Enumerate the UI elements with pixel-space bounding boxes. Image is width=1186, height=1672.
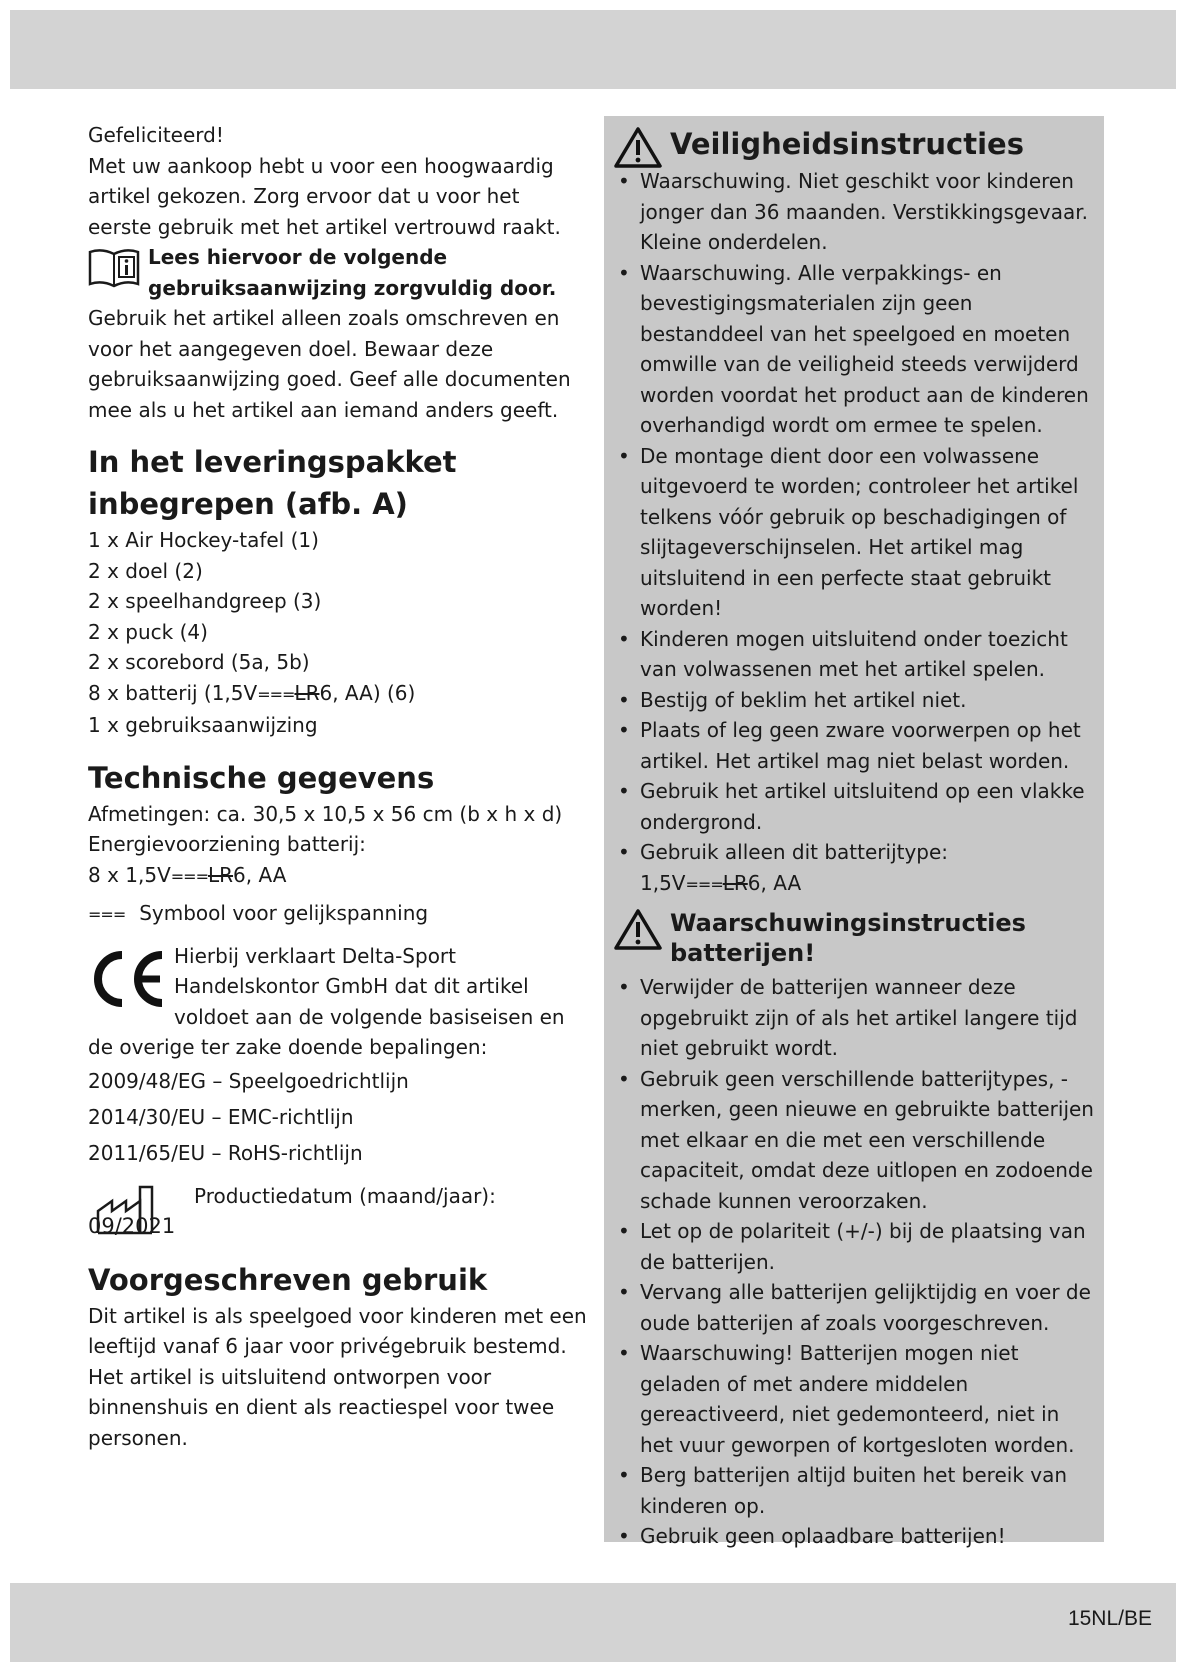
delivery-item: 2 x scorebord (5a, 5b) <box>88 650 310 674</box>
production-label: Productiedatum (maand/jaar): <box>194 1183 496 1208</box>
battery-warnings-heading: Waarschuwingsinstructies batterijen! <box>614 908 1096 968</box>
usage-text: Gebruik het artikel alleen zoals omschreven en voor het aangegeven doel. Bewaar deze gebruiksaanwijzing goed. Geef alle documenten mee als u het artikel aan iemand anders geeft. <box>88 306 571 422</box>
safety-heading: Veiligheidsinstructies <box>614 126 1096 162</box>
dc-symbol-icon: === <box>88 905 126 924</box>
energy-label: Energievoorziening batterij: <box>88 832 366 856</box>
dimensions: Afmetingen: ca. 30,5 x 10,5 x 56 cm (b x h x d) <box>88 801 563 826</box>
greeting: Gefeliciteerd! <box>88 123 224 147</box>
battery-warning-item: • Vervang alle batterijen gelijktijdig en voer de oude batterijen af zoals voorgeschreven. <box>614 1277 1096 1338</box>
dc-symbol: === <box>685 874 723 894</box>
warning-triangle-icon <box>614 908 662 950</box>
ce-text: Hierbij verklaart Delta-Sport Handelskontor GmbH dat dit artikel voldoet aan de volgende basiseisen en <box>174 943 565 1029</box>
dc-symbol: === <box>170 866 208 886</box>
battery-warnings-list <box>614 972 1096 1552</box>
footer-bar <box>10 1583 1176 1662</box>
technical-heading: Technische gegevens <box>88 760 435 795</box>
manual-info-icon <box>88 246 140 290</box>
directive: 2009/48/EG – Speelgoedrichtlijn <box>88 1068 409 1093</box>
safety-item-battery-type: • Gebruik alleen dit batterijtype: 1,5V===LR6, AA <box>614 837 1096 900</box>
battery-code: LR <box>207 862 234 887</box>
safety-item: • Kinderen mogen uitsluitend onder toezicht van volwassenen met het artikel spelen. <box>614 624 1096 685</box>
delivery-item-battery: 8 x batterij (1,5V===LR6, AA) (6) <box>88 680 416 705</box>
safety-item: • Waarschuwing. Niet geschikt voor kinderen jonger dan 36 maanden. Verstikkingsgevaar. Kleine onderdelen. <box>614 166 1096 258</box>
read-note-text: Lees hiervoor de volgende gebruiksaanwijzing zorgvuldig door. <box>148 245 557 300</box>
safety-item: • Plaats of leg geen zware voorwerpen op het artikel. Het artikel mag niet belast worden. <box>614 715 1096 776</box>
battery-warning-item: • Let op de polariteit (+/-) bij de plaatsing van de batterijen. <box>614 1216 1096 1277</box>
safety-item: • Gebruik het artikel uitsluitend op een vlakke ondergrond. <box>614 776 1096 837</box>
left-column <box>88 120 588 1453</box>
intended-use-heading: Voorgeschreven gebruik <box>88 1262 488 1297</box>
safety-panel <box>604 116 1104 1548</box>
dc-symbol: === <box>257 684 295 704</box>
intended-use-text: Dit artikel is als speelgoed voor kinderen met een leeftijd vanaf 6 jaar voor privégebruik bestemd. Het artikel is uitsluitend ontworpen voor binnenshuis en dient als reactiespel voor twee personen. <box>88 1303 587 1450</box>
header-bar <box>10 10 1176 89</box>
delivery-heading: In het leveringspakket inbegrepen (afb. A) <box>88 445 457 521</box>
ce-mark-icon <box>88 949 166 1009</box>
ce-declaration <box>88 941 588 1033</box>
directive: 2014/30/EU – EMC-richtlijn <box>88 1104 354 1129</box>
delivery-item: 1 x Air Hockey-tafel (1) <box>88 528 319 552</box>
battery-warning-item: • Berg batterijen altijd buiten het bereik van kinderen op. <box>614 1460 1096 1521</box>
page-number: 15NL/BE <box>1067 1607 1152 1630</box>
delivery-item: 2 x doel (2) <box>88 558 203 583</box>
warning-triangle-icon <box>614 126 662 168</box>
battery-warning-item: • Gebruik geen oplaadbare batterijen! <box>614 1521 1096 1552</box>
delivery-item: 1 x gebruiksaanwijzing <box>88 713 318 737</box>
battery-warning-item: • Waarschuwing! Batterijen mogen niet geladen of met andere middelen gereactiveerd, niet gedemonteerd, niet in het vuur geworpen of kortgesloten worden. <box>614 1338 1096 1460</box>
production-date-value: 09/2021 <box>88 1213 176 1238</box>
battery-code: LR <box>294 680 320 705</box>
safety-item: • Waarschuwing. Alle verpakkings- en bevestigingsmaterialen zijn geen bestanddeel van het speelgoed en moeten omwille van de veiligheid steeds verwijderd worden voordat het product aan de kinderen overhandigd wordt om ermee te spelen. <box>614 258 1096 441</box>
intro-text: Met uw aankoop hebt u voor een hoogwaardig artikel gekozen. Zorg ervoor dat u voor het eerste gebruik met het artikel vertrouwd raakt. <box>88 153 561 239</box>
delivery-item: 2 x puck (4) <box>88 619 208 644</box>
production-date <box>88 1181 588 1243</box>
battery-warning-item: • Verwijder de batterijen wanneer deze opgebruikt zijn of als het artikel langere tijd niet gebruikt wordt. <box>614 972 1096 1064</box>
read-instructions-note <box>88 242 588 303</box>
safety-list <box>614 166 1096 900</box>
delivery-item: 2 x speelhandgreep (3) <box>88 589 322 613</box>
ce-text-continued: de overige ter zake doende bepalingen: <box>88 1035 488 1059</box>
safety-item: • Bestijg of beklim het artikel niet. <box>614 685 1096 716</box>
safety-item: • De montage dient door een volwassene uitgevoerd te worden; controleer het artikel telkens vóór gebruik op beschadigingen of slijtageverschijnselen. Het artikel mag uitsluitend in een perfecte staat gebruikt worden! <box>614 441 1096 624</box>
dc-legend: === Symbool voor gelijkspanning <box>88 901 429 925</box>
battery-warning-item: • Gebruik geen verschillende batterijtypes, -merken, geen nieuwe en gebruikte batterijen met elkaar en die met een verschillende capaciteit, omdat deze uitlopen en zodoende schade kunnen veroorzaken. <box>614 1064 1096 1217</box>
battery-spec: 8 x 1,5V===LR6, AA <box>88 862 287 887</box>
directive: 2011/65/EU – RoHS-richtlijn <box>88 1140 363 1165</box>
battery-code: LR <box>722 870 748 895</box>
